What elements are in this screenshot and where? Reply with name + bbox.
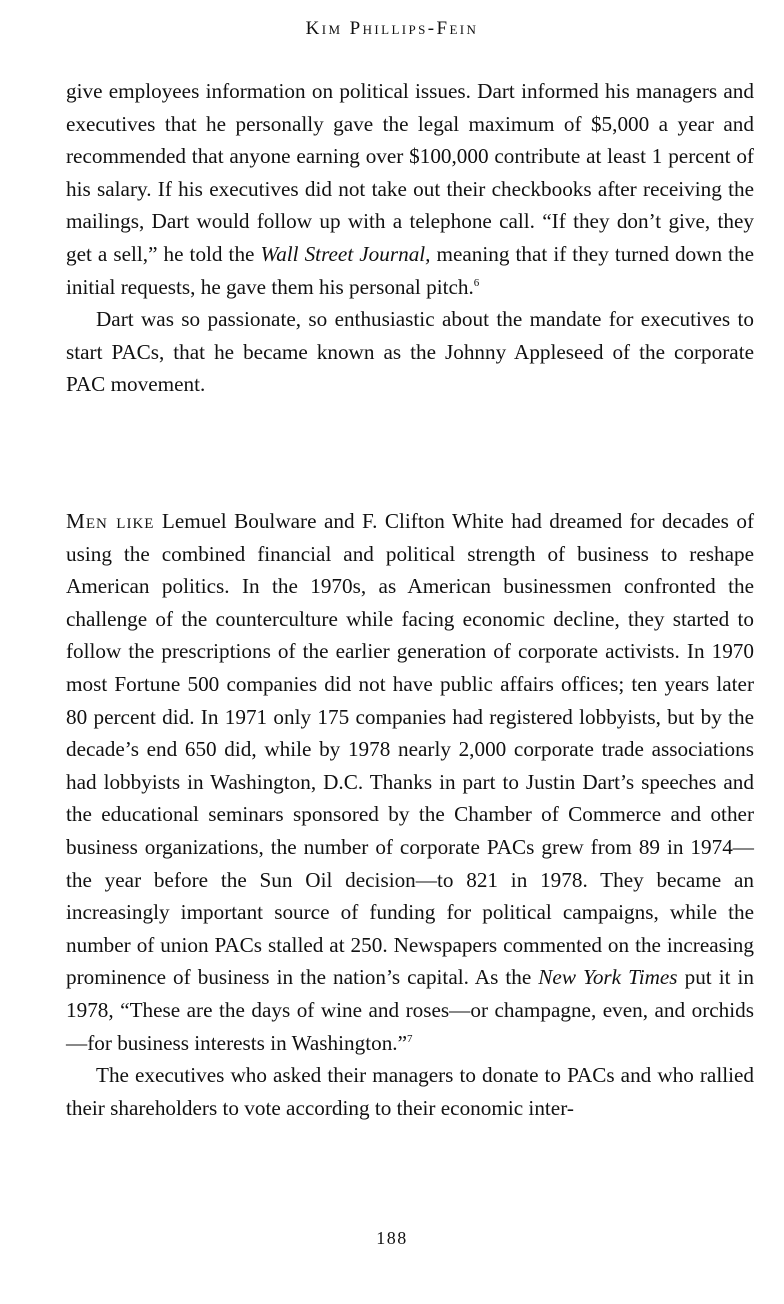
text-block-top [66, 75, 754, 401]
footnote-marker: 7 [407, 1032, 413, 1045]
page-number: 188 [376, 1228, 408, 1248]
footnote-marker: 6 [473, 276, 480, 289]
publication-title: New York Times [538, 965, 678, 990]
running-head: Kim Phillips-Fein [305, 18, 479, 39]
paragraph: Dart was so passionate, so enthusiastic about the mandate for executives to start PACs, that he became known as the Johnny Appleseed of the corporate PAC movement. [66, 307, 754, 397]
paragraph-text: give employees information on political issues. Dart informed his managers and executives that he personally gave the legal maximum of $5,000 a year and recommended that anyone earning over $100,000 contribute at least 1 percent of his salary. If his executives did not take out their checkbooks after receiving the mailings, Dart would follow up with a telephone call. “If they don’t give, they get a sell,” he told the [66, 79, 754, 266]
paragraph [66, 75, 754, 303]
paragraph-text: meaning that if they turned down the initial requests, he gave them his personal pitch. [66, 241, 754, 299]
section-lead-in: Men like [66, 509, 155, 533]
paragraph-text: Lemuel Boulware and F. Clifton White had dreamed for decades of using the combined financial and political strength of business to reshape American politics. In the 1970s, as American businessmen confronted the challenge of the counterculture while facing economic decline, they started to follow the prescriptions of the earlier generation of corporate activists. In 1970 most Fortune 500 companies did not have public affairs offices; ten years later 80 percent did. In 1971 only 175 companies had registered lobbyists, but by the decade’s end 650 did, while by 1978 nearly 2,000 corporate trade associations had lobbyists in Washington, D.C. Thanks in part to Justin Dart’s speeches and the educational seminars sponsored by the Chamber of Commerce and other business organizations, the number of corporate PACs grew from 89 in 1974—the year before the Sun Oil decision—to 821 in 1978. They became an increasingly important source of funding for political campaigns, while the number of union PACs stalled at 250. Newspapers commented on the increasing prominence of business in the nation’s capital. As the [66, 509, 755, 990]
paragraph [66, 505, 754, 1059]
publication-title: Wall Street Journal, [260, 241, 431, 266]
paragraph: The executives who asked their managers to donate to PACs and who rallied their shareholders to vote according to their economic inter- [66, 1063, 754, 1120]
text-block-section [66, 505, 754, 1124]
paragraph-text: put it in 1978, “These are the days of wine and roses—or champagne, even, and orchids—for business interests in Washington.” [66, 965, 755, 1055]
